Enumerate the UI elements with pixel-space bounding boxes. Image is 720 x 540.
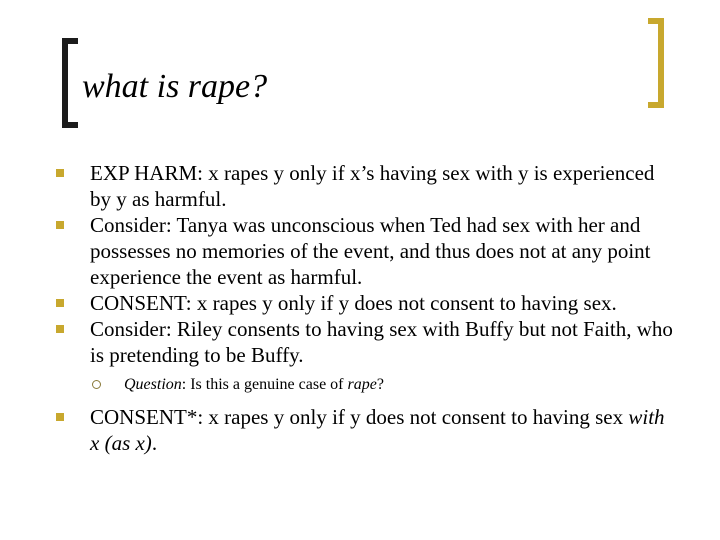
square-bullet-icon — [56, 221, 64, 229]
title-bracket-right — [648, 18, 664, 108]
bullet-text: EXP HARM: x rapes y only if x’s having sex with y is experienced by y as harmful. — [90, 161, 655, 211]
last-bullet-suffix: . — [151, 431, 158, 455]
sub-bullet-lead: Question — [124, 376, 182, 393]
title-bracket-left — [62, 38, 78, 128]
last-bullet-prefix: CONSENT*: x rapes y only if y does not consent to having sex — [90, 405, 629, 429]
bullet-item — [56, 212, 676, 290]
square-bullet-icon — [56, 413, 64, 421]
slide-title: what is rape? — [82, 68, 268, 105]
bullet-text: Consider: Riley consents to having sex with Buffy but not Faith, who is pretending to be Buffy. — [90, 317, 673, 367]
sub-bullet-term: rape — [347, 376, 377, 393]
bullet-list — [56, 160, 676, 456]
bullet-item — [56, 404, 676, 456]
sub-bullet-end: ? — [376, 376, 384, 393]
bullet-item — [56, 160, 676, 212]
sub-bullet-item — [56, 374, 676, 396]
bullet-item — [56, 290, 676, 316]
bullet-text: Consider: Tanya was unconscious when Ted had sex with her and possesses no memories of the event, and thus does not at any point experience the event as harmful. — [90, 213, 651, 289]
square-bullet-icon — [56, 325, 64, 333]
bullet-item — [56, 316, 676, 368]
square-bullet-icon — [56, 169, 64, 177]
sub-bullet-middle: : Is this a genuine case of — [181, 376, 348, 393]
last-bullet-italic: with x (as x) — [90, 405, 665, 455]
circle-bullet-icon — [92, 380, 101, 389]
square-bullet-icon — [56, 299, 64, 307]
bullet-text: CONSENT: x rapes y only if y does not consent to having sex. — [90, 291, 617, 315]
